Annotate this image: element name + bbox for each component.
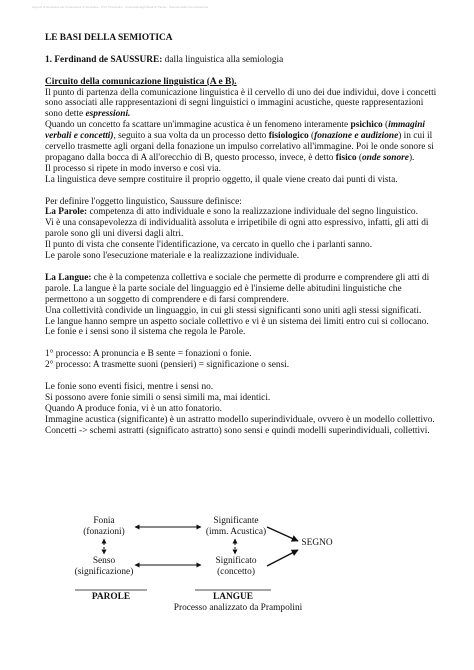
parole-paragraph-4: Le parole sono l'esecuzione materiale e la realizzazione individuale. <box>45 251 300 262</box>
langue-column-label: LANGUE <box>213 592 253 602</box>
imm-acustica-label: (imm. Acustica) <box>205 527 267 537</box>
circuit-paragraph-4: La linguistica deve sempre costituire il proprio oggetto, il quale viene creato dai punti di vista. <box>45 174 398 185</box>
process-1: 1° processo: A pronuncia e B sente = fonazioni o fonie. <box>45 349 252 360</box>
circuit-paragraph-2: Quando un concetto fa scattare un'immagine acustica è un fenomeno interamente psichico (immagini verbali e concetti), seguito a sua volta da un processo detto fisiologico (fonazione e audizione) in cui il cervello trasmette agli organi della fonazione un impulso correlativo all'immagine. Poi le onde sonore si propagano dalla bocca di A all'orecchio di B, questo processo, invece, è detto fisico (onde sonore). <box>45 120 434 163</box>
fonie-line-5: Concetti -> schemi astratti (significato astratto) sono sensi e quindi modelli superindividuali, collettivi. <box>45 425 430 436</box>
langue-paragraph-3: Le langue hanno sempre un aspetto sociale collettivo e vi è un sistema dei limiti entro cui si collocano. Le fonie e i sensi sono il sistema che regola le Parole. <box>45 316 429 338</box>
langue-definition: La Langue: che è la competenza collettiva e sociale che permette di produrre e comprendere gli atti di parole. La langue è la parte sociale del linguaggio ed è l'insieme delle abitudini linguistiche che permettono a un soggetto di comprendere e di farsi comprendere. <box>45 272 430 305</box>
process-2: 2° processo: A trasmette suoni (pensieri) = significazione o sensi. <box>45 360 290 371</box>
concetto-label: (concetto) <box>217 567 255 577</box>
document-title: LE BASI DELLA SEMIOTICA <box>45 33 173 43</box>
fonia-label: Fonia <box>93 516 115 526</box>
circuit-heading: Circuito della comunicazione linguistica (A e B). <box>45 76 237 87</box>
significato-label: Significato <box>215 556 257 566</box>
semiotic-process-diagram <box>45 510 440 618</box>
section-number: 1. Ferdinand de SAUSSURE: <box>45 54 163 65</box>
fonie-line-4: Immagine acustica (significante) è un astratto modello superindividuale, ovvero è un modello collettivo. <box>45 414 435 425</box>
segno-label: SEGNO <box>301 538 333 548</box>
fonie-line-3: Quando A produce fonia, vi è un atto fonatorio. <box>45 403 222 414</box>
langue-paragraph-2: Una collettività condivide un linguaggio, in cui gli stessi significanti sono uniti agli stessi significati. <box>45 305 422 316</box>
arrow-significato-segno <box>267 550 298 566</box>
parole-paragraph-3: Il punto di vista che consente l'identificazione, va cercato in quello che i parlanti sanno. <box>45 240 373 251</box>
fonie-line-2: Si possono avere fonie simili o sensi simili ma, mai identici. <box>45 392 271 403</box>
senso-label: Senso <box>92 556 116 566</box>
section-heading <box>45 55 440 66</box>
document-body <box>45 33 440 436</box>
faint-header-text: Appunti di Semiotica per Fondamenti di Semiotica - Prof. Prampolini - Università degli Studi di Trieste - Scienze della Comunicazione <box>32 5 209 9</box>
circuit-paragraph-3: Il processo si ripete in modo inverso e così via. <box>45 163 221 174</box>
significante-label: Significante <box>213 516 259 526</box>
parole-intro: Per definire l'oggetto linguistico, Saussure definisce: <box>45 196 242 207</box>
diagram-caption: Processo analizzato da Prampolini <box>173 603 303 613</box>
fonie-line-1: Le fonie sono eventi fisici, mentre i sensi no. <box>45 381 214 392</box>
parole-paragraph-2: Vi è una consapevolezza di individualità assoluta e irripetibile di ogni atto espressivo, infatti, gli atti di parole sono gli uni diversi dagli altri. <box>45 218 429 240</box>
circuit-paragraph-1: Il punto di partenza della comunicazione linguistica è il cervello di uno dei due individui, dove i concetti sono associati alle rappresentazioni di segni linguistici o immagini acustiche, queste rappresentazioni sono dette espressioni. <box>45 87 437 120</box>
section-subtitle: dalla linguistica alla semiologia <box>162 54 284 65</box>
parole-column-label: PAROLE <box>91 592 131 602</box>
significazione-label: (significazione) <box>74 567 134 577</box>
parole-definition: La Parole: competenza di atto individuale e sono la realizzazione individuale del segno linguistico. <box>45 207 418 218</box>
fonazioni-label: (fonazioni) <box>83 527 125 537</box>
